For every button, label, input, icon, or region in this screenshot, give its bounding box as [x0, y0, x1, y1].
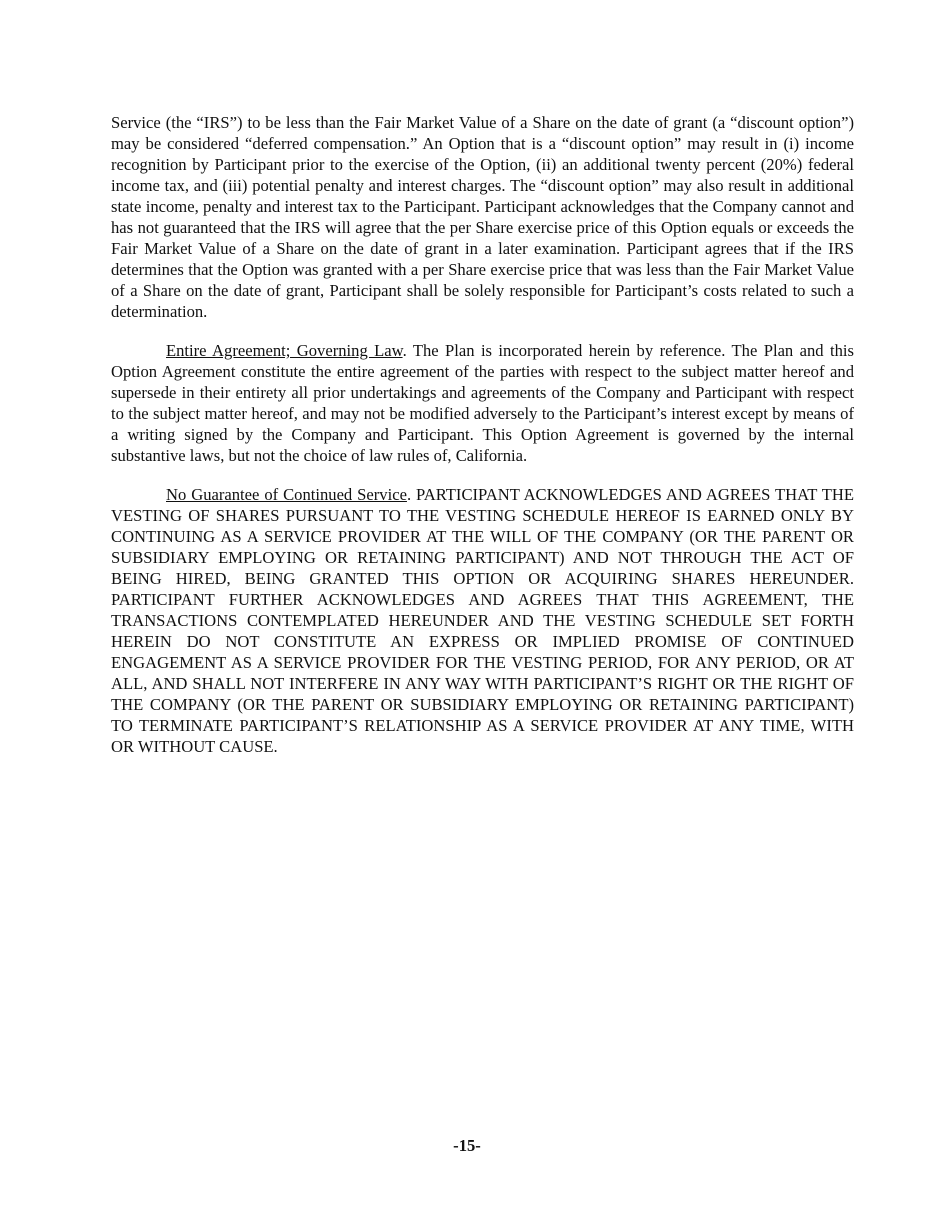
paragraph-text: PARTICIPANT ACKNOWLEDGES AND AGREES THAT THE VESTING OF SHARES PURSUANT TO THE VESTING SCHEDULE HEREOF IS EARNED ONLY BY CONTINUING AS A SERVICE PROVIDER AT THE WILL OF THE COMPANY (OR THE PARENT OR SUBSIDIARY EMPLOYING OR RETAINING PARTICIPANT) AND NOT THROUGH THE ACT OF BEING HIRED, BEING GRANTED THIS OPTION OR ACQUIRING SHARES HEREUNDER. PARTICIPANT FURTHER ACKNOWLEDGES AND AGREES THAT THIS AGREEMENT, THE TRANSACTIONS CONTEMPLATED HEREUNDER AND THE VESTING SCHEDULE SET FORTH HEREIN DO NOT CONSTITUTE AN EXPRESS OR IMPLIED PROMISE OF CONTINUED ENGAGEMENT AS A SERVICE PROVIDER FOR THE VESTING PERIOD, FOR ANY PERIOD, OR AT ALL, AND SHALL NOT INTERFERE IN ANY WAY WITH PARTICIPANT’S RIGHT OR THE RIGHT OF THE COMPANY (OR THE PARENT OR SUBSIDIARY EMPLOYING OR RETAINING PARTICIPANT) TO TERMINATE PARTICIPANT’S RELATIONSHIP AS A SERVICE PROVIDER AT ANY TIME, WITH OR WITHOUT CAUSE. — [111, 485, 855, 756]
section-heading-entire-agreement: Entire Agreement; Governing Law — [166, 341, 403, 360]
paragraph-discount-option — [111, 112, 854, 322]
paragraph-no-guarantee — [111, 484, 854, 757]
paragraph-text: The Plan is incorporated herein by reference. The Plan and this Option Agreement constitute the entire agreement of the parties with respect to the subject matter hereof and supersede in their entirety all prior undertakings and agreements of the Company and Participant with respect to the subject matter hereof, and may not be modified adversely to the Participant’s interest except by means of a writing signed by the Company and Participant. This Option Agreement is governed by the internal substantive laws, but not the choice of law rules of, California. — [111, 341, 854, 465]
heading-separator: . — [406, 485, 417, 504]
section-heading-no-guarantee: No Guarantee of Continued Service — [166, 485, 407, 504]
heading-separator: . — [402, 341, 413, 360]
document-body — [111, 112, 854, 775]
paragraph-entire-agreement — [111, 340, 854, 466]
page-number: -15- — [453, 1136, 481, 1155]
paragraph-text: Service (the “IRS”) to be less than the Fair Market Value of a Share on the date of grant (a “discount option”) may be considered “deferred compensation.” An Option that is a “discount option” may result in (i) income recognition by Participant prior to the exercise of the Option, (ii) an additional twenty percent (20%) federal income tax, and (iii) potential penalty and interest charges. The “discount option” may also result in additional state income, penalty and interest tax to the Participant. Participant acknowledges that the Company cannot and has not guaranteed that the IRS will agree that the per Share exercise price of this Option equals or exceeds the Fair Market Value of a Share on the date of grant in a later examination. Participant agrees that if the IRS determines that the Option was granted with a per Share exercise price that was less than the Fair Market Value of a Share on the date of grant, Participant shall be solely responsible for Participant’s costs related to such a determination. — [111, 113, 854, 321]
